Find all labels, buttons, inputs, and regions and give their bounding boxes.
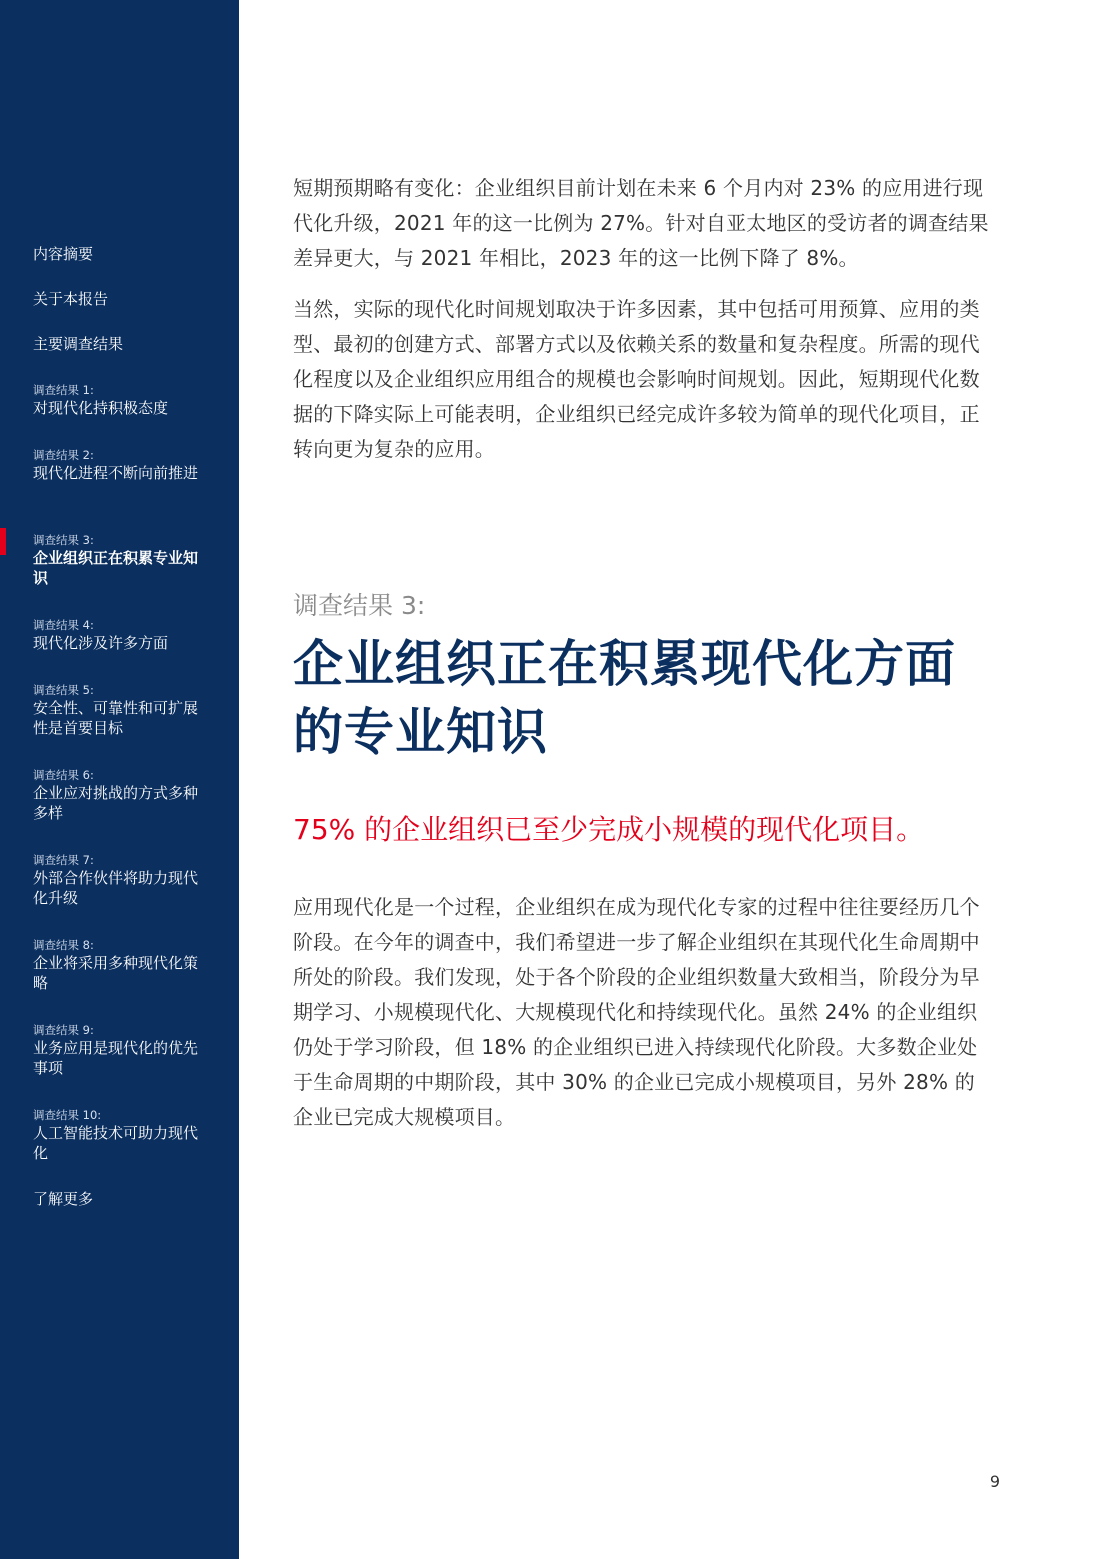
sidebar-item-finding-4[interactable]: [33, 617, 203, 653]
sidebar-item-kicker: 调查结果 4:: [33, 618, 94, 632]
sidebar-item-kicker: 调查结果 3:: [33, 533, 94, 547]
highlight-statement: 75% 的企业组织已至少完成小规模的现代化项目。: [293, 813, 925, 846]
sidebar-item-finding-2[interactable]: [33, 447, 203, 483]
sidebar-item-label: 企业将采用多种现代化策略: [33, 954, 199, 992]
sidebar-item-label: 企业组织正在积累专业知识: [33, 549, 199, 587]
body-paragraph: 应用现代化是一个过程，企业组织在成为现代化专家的过程中往往要经历几个阶段。在今年的调查中，我们希望进一步了解企业组织在其现代化生命周期中所处的阶段。我们发现，处于各个阶段的企业组织数量大致相当，阶段分为早期学习、小规模现代化、大规模现代化和持续现代化。虽然 24% 的企业组织仍处于学习阶段，但 18% 的企业组织已进入持续现代化阶段。大多数企业处于生命周期的中期阶段，其中 30% 的企业已完成小规模项目，另外 28% 的企业已完成大规模项目。: [293, 895, 980, 1129]
page-number: 9: [989, 1472, 1001, 1491]
sidebar-item-learn-more[interactable]: [33, 1189, 203, 1209]
sidebar-item-kicker: 调查结果 6:: [33, 768, 94, 782]
sidebar-item-label: 现代化涉及许多方面: [33, 634, 169, 652]
section-kicker: 调查结果 3:: [293, 591, 426, 620]
sidebar-item-finding-5[interactable]: [33, 682, 203, 738]
active-item-marker: [0, 528, 6, 555]
sidebar-item-finding-1[interactable]: [33, 382, 203, 418]
sidebar-item-label: 了解更多: [33, 1190, 94, 1208]
sidebar-item-label: 对现代化持积极态度: [33, 399, 169, 417]
sidebar-item-kicker: 调查结果 8:: [33, 938, 94, 952]
sidebar-item-label: 安全性、可靠性和可扩展性是首要目标: [33, 699, 199, 737]
sidebar-item-label: 外部合作伙伴将助力现代化升级: [33, 869, 199, 907]
sidebar-item-label: 企业应对挑战的方式多种多样: [33, 784, 199, 822]
sidebar-item-label: 内容摘要: [33, 245, 94, 263]
sidebar-item-kicker: 调查结果 9:: [33, 1023, 94, 1037]
sidebar-item-finding-3[interactable]: [33, 532, 203, 588]
sidebar-item-finding-8[interactable]: [33, 937, 203, 993]
sidebar-item-kicker: 调查结果 7:: [33, 853, 94, 867]
page-title: 企业组织正在积累现代化方面的专业知识: [293, 635, 956, 761]
sidebar-item-finding-10[interactable]: [33, 1107, 203, 1163]
sidebar-item-label: 关于本报告: [33, 290, 109, 308]
sidebar: [0, 0, 239, 1559]
sidebar-item-kicker: 调查结果 1:: [33, 383, 94, 397]
sidebar-item-kicker: 调查结果 5:: [33, 683, 94, 697]
sidebar-item-label: 人工智能技术可助力现代化: [33, 1124, 199, 1162]
intro-paragraph-1: 短期预期略有变化：企业组织目前计划在未来 6 个月内对 23% 的应用进行现代化升级，2021 年的这一比例为 27%。针对自亚太地区的受访者的调查结果差异更大，与 2021 年相比，2023 年的这一比例下降了 8%。: [293, 176, 989, 270]
sidebar-item-about[interactable]: [33, 289, 203, 309]
intro-paragraph-2: 当然，实际的现代化时间规划取决于许多因素，其中包括可用预算、应用的类型、最初的创建方式、部署方式以及依赖关系的数量和复杂程度。所需的现代化程度以及企业组织应用组合的规模也会影响时间规划。因此，短期现代化数据的下降实际上可能表明，企业组织已经完成许多较为简单的现代化项目，正转向更为复杂的应用。: [293, 297, 980, 461]
sidebar-item-summary[interactable]: [33, 244, 203, 264]
sidebar-item-kicker: 调查结果 2:: [33, 448, 94, 462]
sidebar-item-finding-6[interactable]: [33, 767, 203, 823]
sidebar-item-finding-7[interactable]: [33, 852, 203, 908]
sidebar-item-kicker: 调查结果 10:: [33, 1108, 102, 1122]
sidebar-item-label: 主要调查结果: [33, 335, 124, 353]
sidebar-item-label: 现代化进程不断向前推进: [33, 464, 199, 482]
sidebar-item-finding-9[interactable]: [33, 1022, 203, 1078]
sidebar-item-label: 业务应用是现代化的优先事项: [33, 1039, 199, 1077]
sidebar-item-key-findings[interactable]: [33, 334, 203, 354]
